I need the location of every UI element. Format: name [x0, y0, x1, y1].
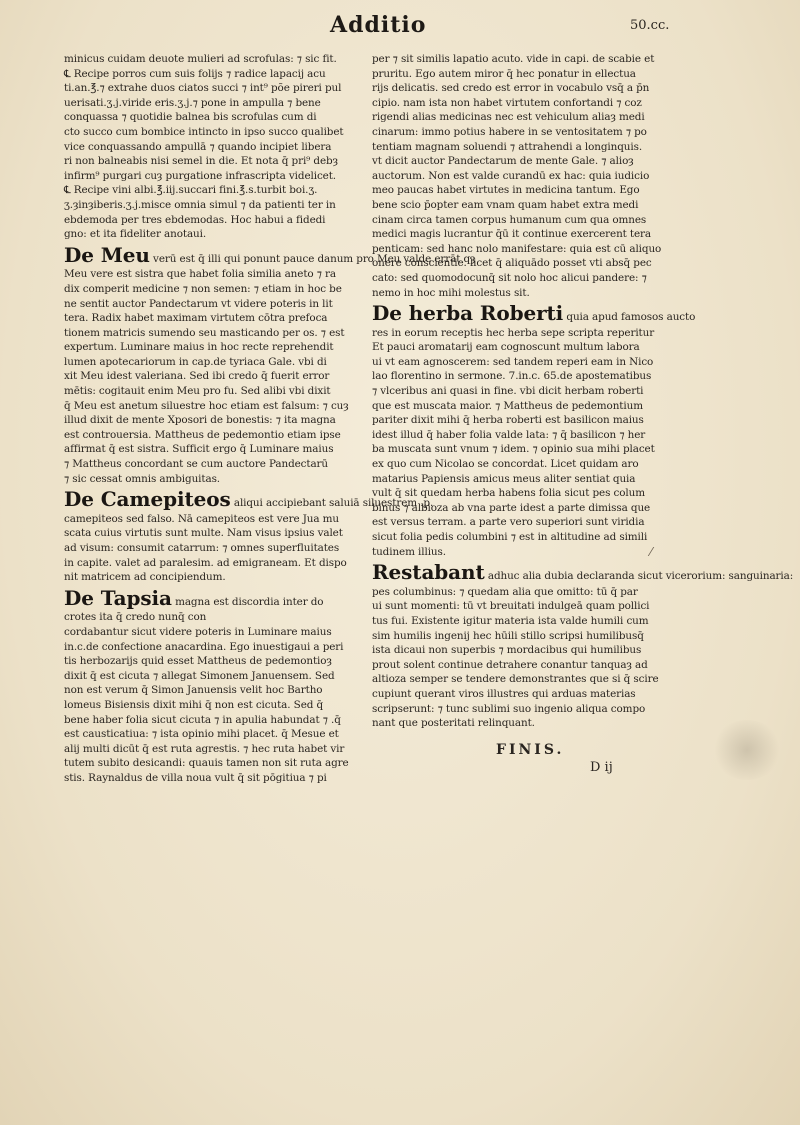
- text-line: expertum. Luminare maius in hoc recte reprehendit: [64, 341, 334, 354]
- signature-mark: D ij: [590, 760, 613, 775]
- text-line: nit matricem ad concipiendum.: [64, 571, 226, 584]
- running-title: Additio: [330, 12, 427, 38]
- page-header: [0, 8, 800, 44]
- text-line: tionem matricis sumendo seu masticando per os. ⁊ est: [64, 326, 345, 339]
- text-line: nant que posteritati relinquant.: [372, 717, 535, 730]
- heading-de-meu-title: De Meu: [64, 242, 150, 267]
- section-restabant: [372, 585, 664, 731]
- text-line: est versus terram. a parte vero superiori sunt viridia: [372, 516, 645, 529]
- text-line: res in eorum receptis hec herba sepe scripta reperitur: [372, 326, 655, 339]
- text-line: in.c.de confectione anacardina. Ego inuestigaui a peri: [64, 640, 344, 653]
- text-line: illud dixit de mente Xposori de bonestis: ⁊ ita magna: [64, 414, 336, 427]
- text-line: crotes ita q̄ credo nunq̄ con: [64, 611, 207, 624]
- heading-de-tapsia-text: magna est discordia inter do: [175, 595, 324, 608]
- text-line: ad visum: consumit catarrum: ⁊ omnes superfluitates: [64, 542, 340, 554]
- text-line: pruritu. Ego autem miror q̄ hec ponatur in ellectua: [372, 67, 636, 80]
- text-line: ri non balneabis nisi semel in die. Et nota q̄ pri⁹ debȝ: [64, 155, 338, 168]
- text-line: cto succo cum bombice intincto in ipso succo qualibet: [64, 125, 344, 138]
- text-line: cinarum: immo potius habere in se ventositatem ⁊ po: [372, 125, 647, 138]
- text-line: vult q̄ sit quedam herba habens folia sicut pes colum: [372, 487, 645, 500]
- text-line: auctorum. Non est valde curandū ex hac: quia iudicio: [372, 169, 650, 182]
- text-line: ti.an.℥.⁊ extrahe duos ciatos succi ⁊ int⁹ põe pireri pul: [64, 82, 342, 95]
- text-line: tutem subito desicandi: quauis tamen non sit ruta agre: [64, 757, 349, 770]
- section-de-camepiteos: [64, 512, 360, 585]
- text-line: scata cuius virtutis sunt multe. Nam visus ipsius valet: [64, 527, 343, 540]
- text-line: infirm⁹ purgari cuȝ purgatione infrascripta videlicet.: [64, 169, 336, 182]
- text-line: gno: et ita fideliter anotaui.: [64, 228, 207, 241]
- right-column: [372, 52, 794, 731]
- text-line: ʒ.ȝinȝiberis.ʒ.j.misce omnia simul ⁊ da patienti ter in: [64, 198, 336, 211]
- text-line: rigendi alias medicinas nec est vehiculum aliaȝ medi: [372, 111, 645, 124]
- section-scrofula-recipe: [64, 52, 360, 242]
- text-line: nemo in hoc mihi molestus sit.: [372, 286, 530, 299]
- text-line: meo paucas habet virtutes in medicina tantum. Ego: [372, 184, 640, 197]
- text-line: ⁊ Mattheus concordant se cum auctore Pandectarū: [64, 458, 329, 471]
- heading-herba-roberti: [372, 301, 696, 326]
- text-line: per ⁊ sit similis lapatio acuto. vide in capi. de scabie et: [372, 53, 655, 65]
- text-line: que est muscata maior. ⁊ Mattheus de pedemontium: [372, 399, 643, 412]
- text-line: Meu vere est sistra que habet folia similia aneto ⁊ ra: [64, 268, 336, 281]
- text-line: onere conscientie. licet q̄ aliquādo posset vti absq̄ pec: [372, 257, 652, 270]
- text-line: ista dicaui non superbis ⁊ mordacibus qui humilibus: [372, 644, 642, 657]
- text-line: pes columbinus: ⁊ quedam alia que omitto: tū q̄ par: [372, 585, 638, 598]
- text-line: minicus cuidam deuote mulieri ad scrofulas: ⁊ sic fit.: [64, 53, 337, 65]
- text-line: camepiteos sed falso. Nā camepiteos est vere Jua mu: [64, 512, 340, 525]
- text-line: dix comperit medicine ⁊ non semen: ⁊ etiam in hoc be: [64, 282, 342, 295]
- text-line: cupiunt querant viros illustres qui arduas materias: [372, 687, 636, 700]
- text-line: ne sentit auctor Pandectarum vt videre poteris in lit: [64, 297, 333, 310]
- text-line: cinam circa tamen corpus humanum cum qua omnes: [372, 213, 647, 226]
- text-line: in capite. valet ad paralesim. ad emigraneam. Et dispo: [64, 556, 347, 569]
- text-line: bene scio p̄opter eam vnam quam habet extra medi: [372, 198, 639, 211]
- explicit-finis: FINIS.: [496, 742, 565, 758]
- text-line: xit Meu idest valeriana. Sed ibi credo q̄ fuerit error: [64, 370, 330, 383]
- text-line: cipio. nam ista non habet virtutem confortandi ⁊ coz: [372, 96, 642, 109]
- heading-de-meu: [64, 242, 476, 267]
- text-line: scripserunt: ⁊ tunc sublimi suo ingenio aliqua compo: [372, 702, 646, 715]
- text-line: rijs delicatis. sed credo est error in vocabulo vsq̄ a p̄n: [372, 82, 650, 95]
- text-line: altioza semper se tendere demonstrantes que si q̄ scire: [372, 673, 659, 686]
- heading-restabant-text: adhuc alia dubia declaranda sicut vicerorium: sanguinaria:: [487, 570, 794, 583]
- text-line: affirmat q̄ est sistra. Sufficit ergo q̄ Luminare maius: [64, 443, 334, 456]
- heading-de-tapsia: [64, 587, 360, 610]
- text-line: tudinem illius.: [372, 545, 446, 558]
- text-line: lomeus Bisiensis dixit mihi q̄ non est cicuta. Sed q̄: [64, 698, 324, 711]
- heading-restabant-title: Restabant: [372, 560, 485, 585]
- text-line: binus ⁊ albioza ab vna parte idest a parte dimissa que: [372, 501, 651, 514]
- text-line: penticam: sed hanc nolo manifestare: quia est cū aliquo: [372, 242, 662, 255]
- text-line: lumen apotecariorum in cap.de tyriaca Gale. vbi di: [64, 355, 327, 368]
- section-tapsia-continued: [372, 52, 664, 300]
- text-line: stis. Raynaldus de villa noua vult q̄ sit pōgitiua ⁊ pi: [64, 771, 327, 784]
- heading-de-tapsia-title: De Tapsia: [64, 585, 172, 610]
- text-line: sicut folia pedis columbini ⁊ est in altitudine ad simili: [372, 531, 648, 543]
- heading-herba-roberti-text: quia apud famosos aucto: [566, 311, 696, 324]
- text-line: tentiam magnam soluendi ⁊ attrahendi a longinquis.: [372, 140, 643, 153]
- heading-de-meu-text: verū est q̄ illi qui ponunt pauce danum pro Meu valde errāt qȝ: [153, 252, 476, 265]
- text-line: tera. Radix habet maximam virtutem cōtra prefoca: [64, 312, 328, 325]
- folio-number: 50.cc.: [630, 18, 670, 33]
- heading-de-camepiteos-title: De Camepiteos: [64, 487, 231, 512]
- section-herba-roberti: [372, 326, 664, 560]
- text-line: ui sunt momenti: tū vt breuitati indulgeā quam pollici: [372, 600, 650, 613]
- text-line: pariter dixit mihi q̄ herba roberti est basilicon maius: [372, 414, 644, 427]
- text-line: medici magis lucrantur q̄ū it continue exercerent tera: [372, 228, 652, 241]
- text-line: bene haber folia sicut cicuta ⁊ in apulia habundat ⁊ .q̄: [64, 713, 341, 726]
- text-line: Et pauci aromatarij eam cognoscunt multum labora: [372, 341, 640, 354]
- text-line: lao florentino in sermone. 7.in.c. 65.de apostematibus: [372, 370, 652, 383]
- text-line: dixit q̄ est cicuta ⁊ allegat Simonem Januensem. Sed: [64, 669, 335, 682]
- text-line: alij multi dicūt q̄ est ruta agrestis. ⁊ hec ruta habet vir: [64, 742, 345, 755]
- text-line: ℄ Recipe porros cum suis folijs ⁊ radice lapacij acu: [64, 67, 326, 80]
- text-line: q̄ Meu est anetum siluestre hoc etiam est falsum: ⁊ cuȝ: [64, 399, 349, 412]
- heading-de-camepiteos: [64, 487, 434, 512]
- text-line: matarius Papiensis amicus meus aliter sentiat quia: [372, 472, 636, 485]
- text-line: ebdemoda per tres ebdemodas. Hoc habui a fidedi: [64, 213, 326, 226]
- section-de-tapsia: [64, 610, 360, 785]
- text-line: est controuersia. Mattheus de pedemontio etiam ipse: [64, 428, 341, 441]
- text-line: non est verum q̄ Simon Januensis velit hoc Bartho: [64, 684, 323, 697]
- heading-herba-roberti-title: De herba Roberti: [372, 301, 564, 326]
- text-line: idest illud q̄ haber folia valde lata: ⁊ q̄ basilicon ⁊ her: [372, 428, 646, 441]
- text-line: est causticatiua: ⁊ ista opinio mihi placet. q̄ Mesue et: [64, 728, 339, 741]
- text-line: tis herbozarijs quid esset Mattheus de pedemontioȝ: [64, 655, 332, 668]
- text-line: cato: sed quomodocunq̄ sit nolo hoc alicui pandere: ⁊: [372, 271, 647, 284]
- text-line: vt dicit auctor Pandectarum de mente Gale. ⁊ alioȝ: [372, 155, 634, 168]
- heading-de-camepiteos-text: aliqui accipiebant saluiā siluestrem .p.: [233, 497, 434, 510]
- text-line: ⁊ sic cessat omnis ambiguitas.: [64, 472, 221, 485]
- text-line: conquassa ⁊ quotidie balnea bis scrofulas cum di: [64, 111, 317, 124]
- text-line: tus fui. Existente igitur materia ista valde humili cum: [372, 614, 649, 627]
- text-line: cordabantur sicut videre poteris in Luminare maius: [64, 625, 332, 638]
- text-line: sim humilis ingenij hec hūili stillo scripsi humilibusq̄: [372, 629, 644, 642]
- text-line: ba muscata sunt vnum ⁊ idem. ⁊ opinio sua mihi placet: [372, 443, 655, 456]
- text-line: ui vt eam agnoscerem: sed tandem reperi eam in Nico: [372, 355, 654, 368]
- text-line: vice conquassando ampullā ⁊ quando incipiet libera: [64, 140, 332, 153]
- text-line: prout solent continue detrahere conantur tanquaȝ ad: [372, 658, 648, 671]
- text-line: ℄ Recipe vini albi.℥.iij.succari fini.℥.s.turbit boi.ʒ.: [64, 184, 318, 197]
- section-de-meu: [64, 267, 360, 486]
- marginal-tick-mark: ⁄: [650, 545, 653, 559]
- text-line: uerisati.ʒ.j.viride eris.ʒ.j.⁊ pone in ampulla ⁊ bene: [64, 96, 321, 109]
- text-line: ⁊ vlceribus ani quasi in fine. vbi dicit herbam roberti: [372, 385, 644, 398]
- paper-stain: [712, 720, 782, 780]
- text-line: mētis: cogitauit enim Meu pro fu. Sed alibi vbi dixit: [64, 385, 331, 398]
- heading-restabant: [372, 560, 794, 585]
- text-line: ex quo cum Nicolao se concordat. Licet quidam aro: [372, 458, 639, 471]
